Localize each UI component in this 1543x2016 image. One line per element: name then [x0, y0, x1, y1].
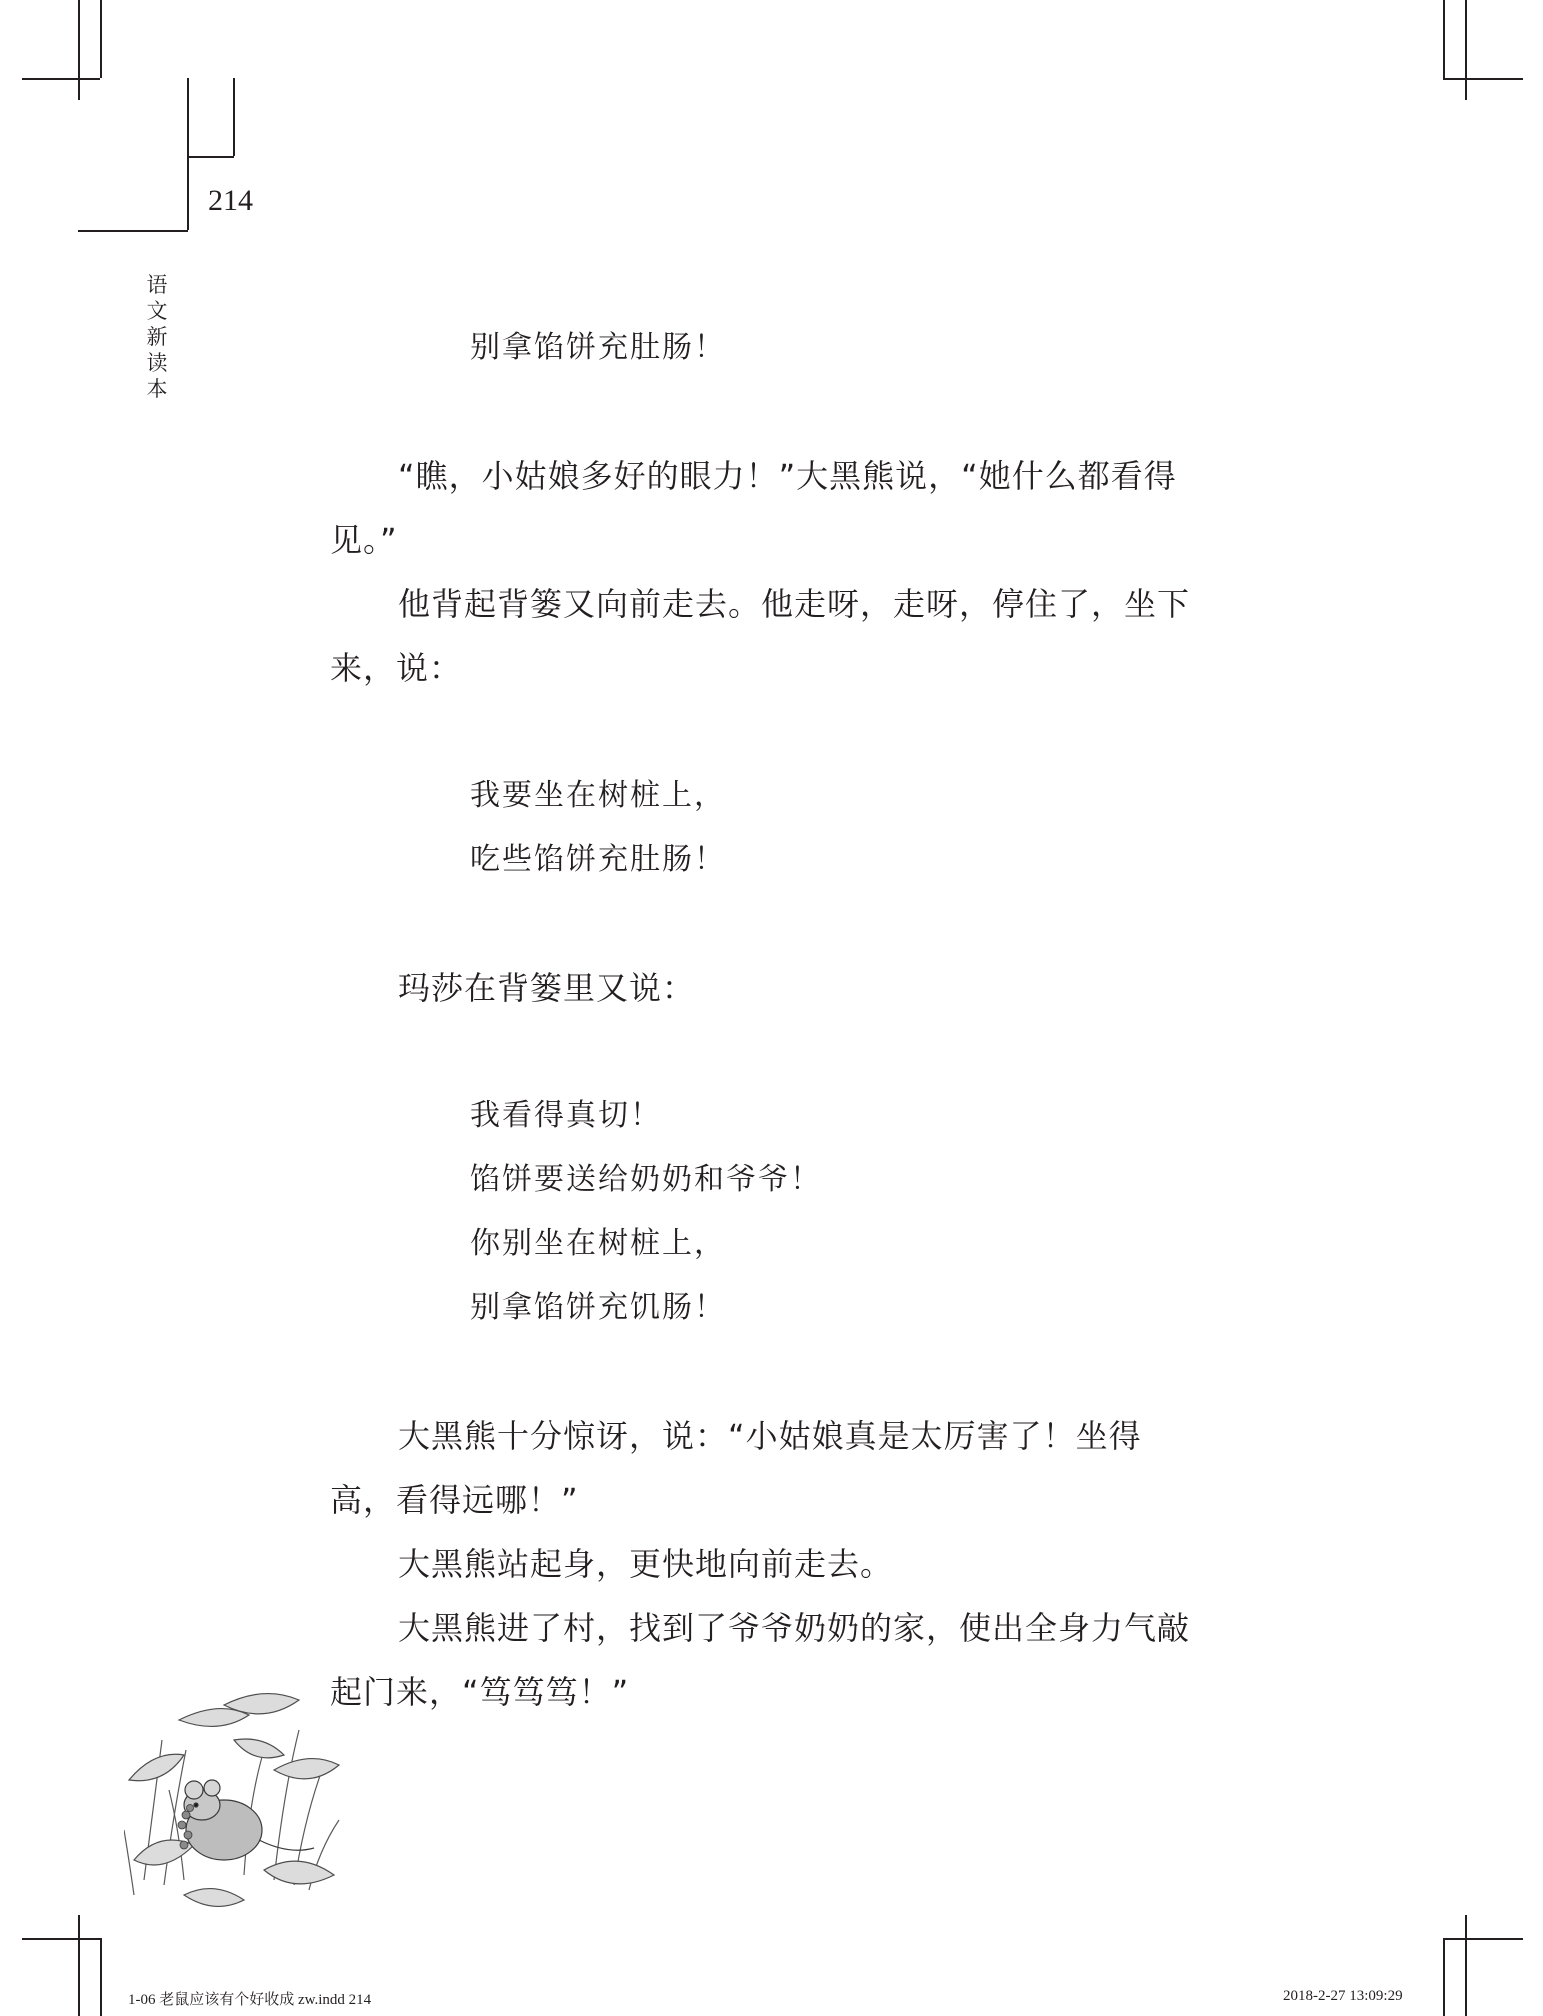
- crop-mark: [187, 78, 189, 230]
- poem-line: 别拿馅饼充肚肠！: [470, 330, 726, 365]
- crop-mark: [100, 1938, 102, 2016]
- poem-block: [330, 764, 1192, 892]
- crop-mark: [78, 230, 188, 232]
- crop-mark: [1465, 1915, 1467, 2016]
- page-number: 214: [208, 184, 253, 217]
- mouse-figure: [184, 1780, 314, 1860]
- poem-line: 别拿馅饼充饥肠！: [470, 1290, 726, 1325]
- crop-mark: [100, 0, 102, 78]
- poem-line: 你别坐在树桩上，: [470, 1226, 726, 1261]
- paragraph: 大黑熊进了村，找到了爷爷奶奶的家，使出全身力气敲起门来，“笃笃笃！”: [330, 1609, 1191, 1711]
- crop-mark: [233, 78, 235, 156]
- poem-line: 我要坐在树桩上，: [470, 778, 726, 813]
- poem-line: 我看得真切！: [470, 1098, 662, 1133]
- crop-mark: [187, 156, 234, 158]
- poem-line: 馅饼要送给奶奶和爷爷！: [470, 1162, 822, 1197]
- crop-mark: [1443, 78, 1523, 80]
- crop-mark: [1443, 1938, 1523, 1940]
- crop-mark: [22, 1938, 100, 1940]
- side-title: 语文新读本: [146, 273, 168, 401]
- paragraph: 他背起背篓又向前走去。他走呀，走呀，停住了，坐下来，说：: [330, 585, 1191, 687]
- crop-mark: [1443, 0, 1445, 78]
- poem-line: 吃些馅饼充肚肠！: [470, 842, 726, 877]
- leaves: [129, 1694, 339, 1907]
- footer-timestamp: 2018-2-27 13:09:29: [1283, 1988, 1403, 2004]
- poem-block: [330, 316, 1192, 380]
- paragraph: 玛莎在背篓里又说：: [398, 969, 696, 1007]
- body-text: [330, 316, 1192, 1724]
- crop-mark: [22, 78, 100, 80]
- paragraph: 大黑熊十分惊讶，说：“小姑娘真是太厉害了！坐得高，看得远哪！”: [330, 1417, 1142, 1519]
- paragraph: 大黑熊站起身，更快地向前走去。: [398, 1545, 894, 1583]
- paragraph: “瞧，小姑娘多好的眼力！”大黑熊说，“她什么都看得见。”: [330, 457, 1177, 559]
- crop-mark: [1443, 1938, 1445, 2016]
- poem-block: [330, 1084, 1192, 1340]
- crop-mark: [78, 0, 80, 100]
- crop-mark: [1465, 0, 1467, 100]
- mouse-illustration: [124, 1680, 344, 1920]
- footer-file-info: 1-06 老鼠应该有个好收成 zw.indd 214: [128, 1992, 372, 2008]
- crop-mark: [78, 1915, 80, 2016]
